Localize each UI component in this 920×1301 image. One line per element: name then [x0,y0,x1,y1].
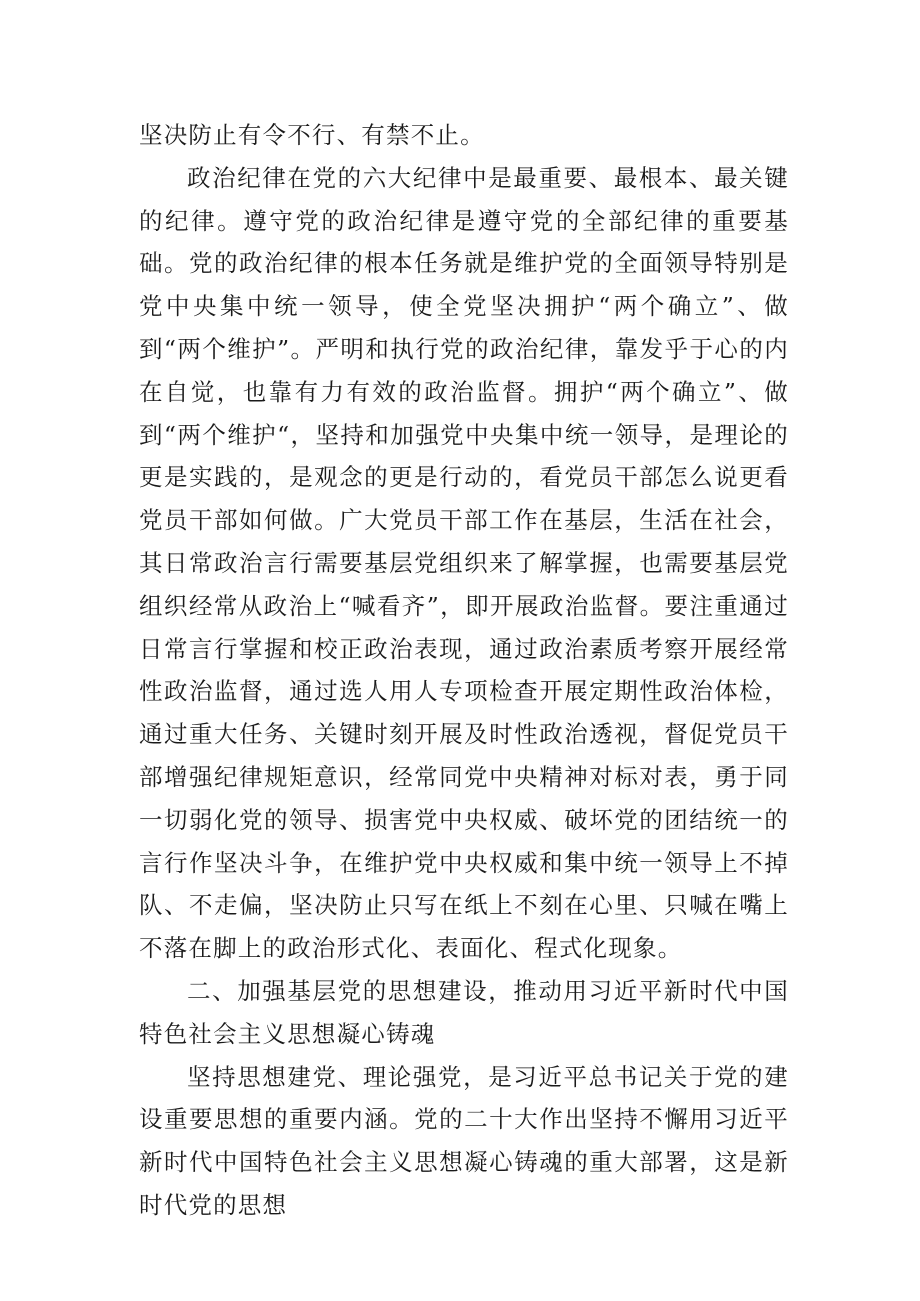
paragraph-political-discipline: 政治纪律在党的六大纪律中是最重要、最根本、最关键的纪律。遵守党的政治纪律是遵守党的全部纪律的重要基础。党的政治纪律的根本任务就是维护党的全面领导特别是党中央集中统一领导，使全党坚决拥护“两个确立”、做到“两个维护”。严明和执行党的政治纪律，靠发乎于心的内在自觉，也靠有力有效的政治监督。拥护“两个确立”、做到“两个维护“，坚持和加强党中央集中统一领导，是理论的更是实践的，是观念的更是行动的，看党员干部怎么说更看党员干部如何做。广大党员干部工作在基层，生活在社会，其日常政治言行需要基层党组织来了解掌握，也需要基层党组织经常从政治上“喊看齐”，即开展政治监督。要注重通过日常言行掌握和校正政治表现，通过政治素质考察开展经常性政治监督，通过选人用人专项检查开展定期性政治体检，通过重大任务、关键时刻开展及时性政治透视，督促党员干部增强纪律规矩意识，经常同党中央精神对标对表，勇于同一切弱化党的领导、损害党中央权威、破坏党的团结统一的言行作坚决斗争，在维护党中央权威和集中统一领导上不掉队、不走偏，坚决防止只写在纸上不刻在心里、只喊在嘴上不落在脚上的政治形式化、表面化、程式化现象。 [139,163,789,963]
paragraph-ideological-building: 坚持思想建党、理论强党，是习近平总书记关于党的建设重要思想的重要内涵。党的二十大作出坚持不懈用习近平新时代中国特色社会主义思想凝心铸魂的重大部署，这是新时代党的思想 [139,1062,789,1219]
paragraph-continuation: 坚决防止有令不行、有禁不止。 [139,121,485,149]
section-heading-ideological-building: 二、加强基层党的思想建设，推动用习近平新时代中国特色社会主义思想凝心铸魂 [139,976,789,1048]
document-body [139,114,789,1227]
